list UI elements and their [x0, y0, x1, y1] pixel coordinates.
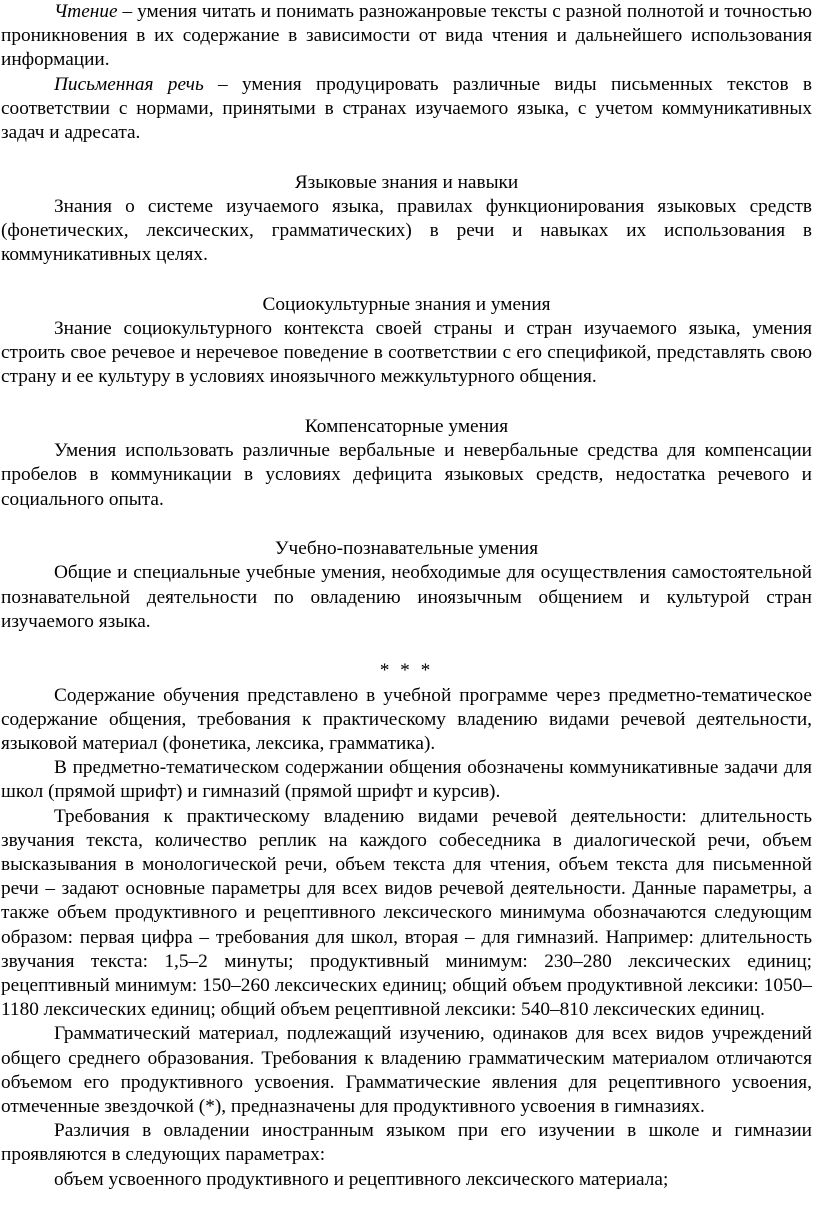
spacer: [1, 145, 812, 170]
definition-writing-text: – умения продуцировать различные виды письменных текстов в соответствии с нормами, принятыми в странах изучаемого языка, с учетом коммуникативных задач и адресата.: [1, 73, 813, 144]
definition-reading: [1, 0, 812, 73]
definition-reading-text: – умения читать и понимать разножанровые тексты с разной полнотой и точностью проникновения в их содержание в зависимости от вида чтения и дальнейшего использования информации.: [1, 1, 812, 71]
section-text-sociocultural: Знание социокультурного контекста своей страны и стран изучаемого языка, умения строить свое речевое и неречевое поведение в соответствии с его спецификой, представлять свою страну и ее культуру в условиях иноязычного межкультурного общения.: [1, 318, 812, 388]
body-paragraph: объем усвоенного продуктивного и рецептивного лексического материала;: [54, 1168, 669, 1190]
body-paragraph: Различия в овладении иностранным языком при его изучении в школе и гимназии проявляются в следующих параметрах:: [1, 1120, 812, 1166]
section-heading-language: Языковые знания и навыки: [294, 171, 519, 193]
section-separator: * * *: [379, 660, 434, 682]
body-paragraph: Содержание обучения представлено в учебной программе через предметно-тематическое содержание общения, требования к практическому владению видами речевой деятельности, языковой материал (фонетика, лексика, грамматика).: [1, 684, 812, 755]
section-text-compensatory: Умения использовать различные вербальные и невербальные средства для компенсации пробелов в коммуникации в условиях дефицита языковых средств, недостатка речевого и социального опыта.: [1, 440, 812, 510]
body-paragraph: В предметно-тематическом содержании общения обозначены коммуникативные задачи для школ (прямой шрифт) и гимназий (прямой шрифт и курсив).: [1, 757, 812, 803]
section-heading-learning: Учебно-познавательные умения: [274, 538, 539, 560]
term-writing: Письменная речь: [54, 73, 204, 95]
section-heading-sociocultural: Социокультурные знания и умения: [262, 293, 551, 315]
section-text-language: Знания о системе изучаемого языка, правилах функционирования языковых средств (фонетических, лексических, грамматических) в речи и навыках их использования в коммуникативных целях.: [1, 195, 812, 266]
body-paragraph: Грамматический материал, подлежащий изучению, одинаков для всех видов учреждений общего среднего образования. Требования к владению грамматическим материалом отличаются объемом его продуктивного усвоения. Грамматические явления для рецептивного усвоения, отмеченные звездочкой (*), предназначены для продуктивного усвоения в гимназиях.: [1, 1023, 812, 1118]
definition-writing: [1, 73, 812, 146]
spacer: [1, 512, 812, 537]
term-reading: Чтение: [54, 1, 118, 22]
section-text-learning: Общие и специальные учебные умения, необходимые для осуществления самостоятельной познавательной деятельности по овладению иноязычным общением и культурой стран изучаемого языка.: [1, 562, 812, 632]
body-paragraph: Требования к практическому владению видами речевой деятельности: длительность звучания текста, количество реплик на каждого собеседника в диалогической речи, объем высказывания в монологической речи, объем текста для чтения, объем текста для письменной речи – задают основные параметры для всех видов речевой деятельности. Данные параметры, а также объем продуктивного и рецептивного лексического минимума обозначаются следующим образом: первая цифра – требования для школ, вторая – для гимназий. Например: длительность звучания текста: 1,5–2 минуты; продуктивный минимум: 230–280 лексических единиц; рецептивный минимум: 150–260 лексических единиц; общий объем продуктивной лексики: 1050–1180 лексических единиц; общий объем рецептивной лексики: 540–810 лексических единиц.: [1, 805, 812, 1021]
spacer: [1, 634, 812, 659]
spacer: [1, 267, 812, 292]
spacer: [1, 390, 812, 415]
section-heading-compensatory: Компенсаторные умения: [304, 416, 509, 438]
